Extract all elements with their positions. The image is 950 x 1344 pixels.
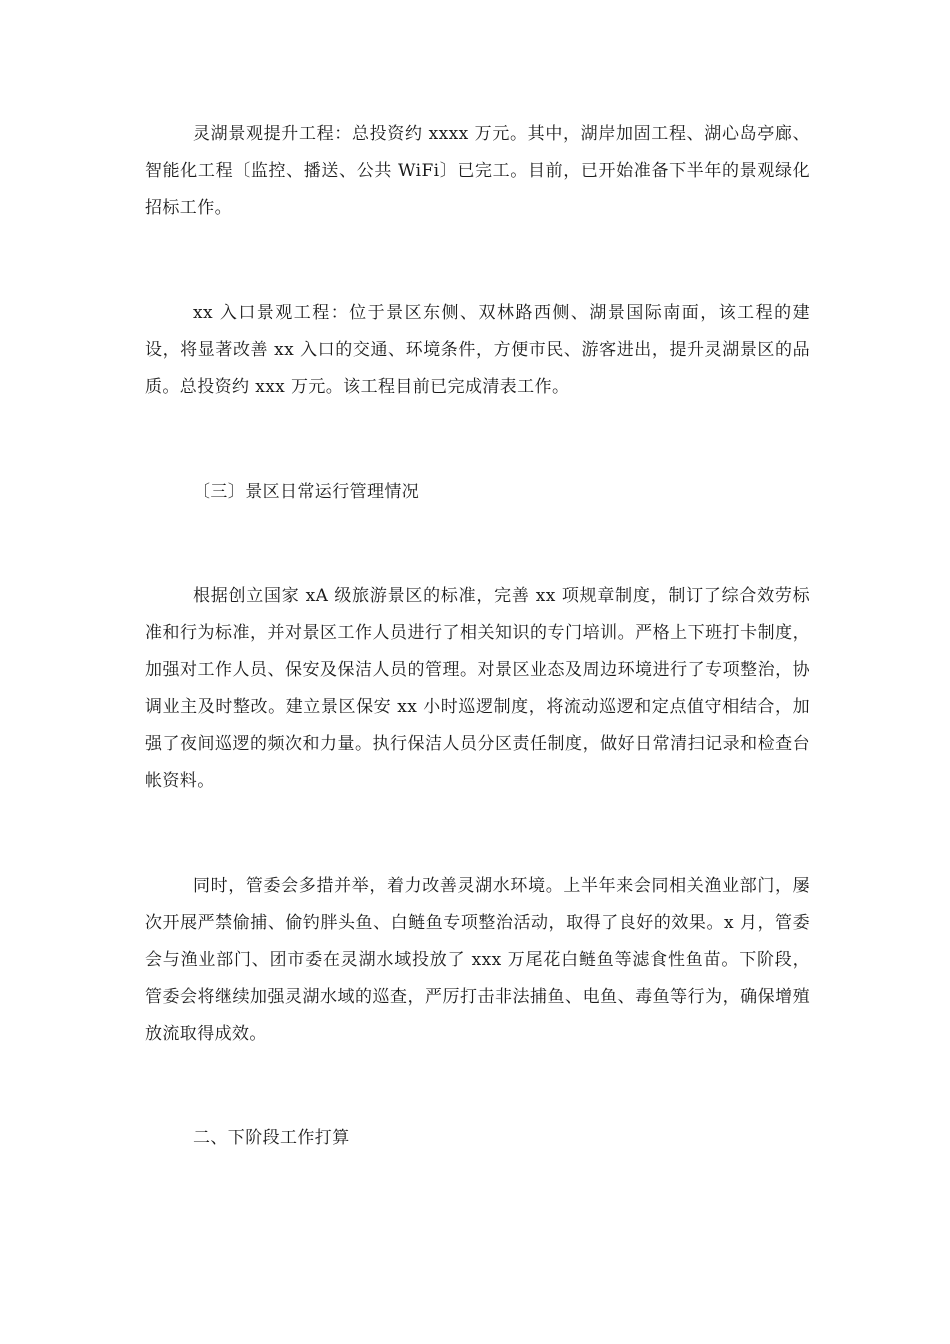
paragraph-lake-landscape-project: 灵湖景观提升工程：总投资约 xxxx 万元。其中，湖岸加固工程、湖心岛亭廊、智能化工程〔监控、播送、公共 WiFi〕已完工。目前，已开始准备下半年的景观绿化招标工作。	[145, 124, 810, 218]
paragraph-management-standards: 根据创立国家 xA 级旅游景区的标准，完善 xx 项规章制度，制订了综合效劳标准和行为标准，并对景区工作人员进行了相关知识的专门培训。严格上下班打卡制度，加强对工作人员、保安及保洁人员的管理。对景区业态及周边环境进行了专项整治，协调业主及时整改。建立景区保安 xx 小时巡逻制度，将流动巡逻和定点值守相结合，加强了夜间巡逻的频次和力量。执行保洁人员分区责任制度，做好日常清扫记录和检查台帐资料。	[145, 586, 810, 791]
section-heading-daily-operations: 〔三〕景区日常运行管理情况	[193, 482, 420, 502]
paragraph-entrance-landscape-project: xx 入口景观工程：位于景区东侧、双林路西侧、湖景国际南面，该工程的建设，将显著改善 xx 入口的交通、环境条件，方便市民、游客进出，提升灵湖景区的品质。总投资约 xxx 万元。该工程目前已完成清表工作。	[145, 303, 810, 397]
section-heading-next-stage-plan: 二、下阶段工作打算	[193, 1128, 350, 1148]
paragraph-water-environment: 同时，管委会多措并举，着力改善灵湖水环境。上半年来会同相关渔业部门，屡次开展严禁偷捕、偷钓胖头鱼、白鲢鱼专项整治活动，取得了良好的效果。x 月，管委会与渔业部门、团市委在灵湖水域投放了 xxx 万尾花白鲢鱼等滤食性鱼苗。下阶段，管委会将继续加强灵湖水域的巡查，严厉打击非法捕鱼、电鱼、毒鱼等行为，确保增殖放流取得成效。	[145, 876, 810, 1044]
